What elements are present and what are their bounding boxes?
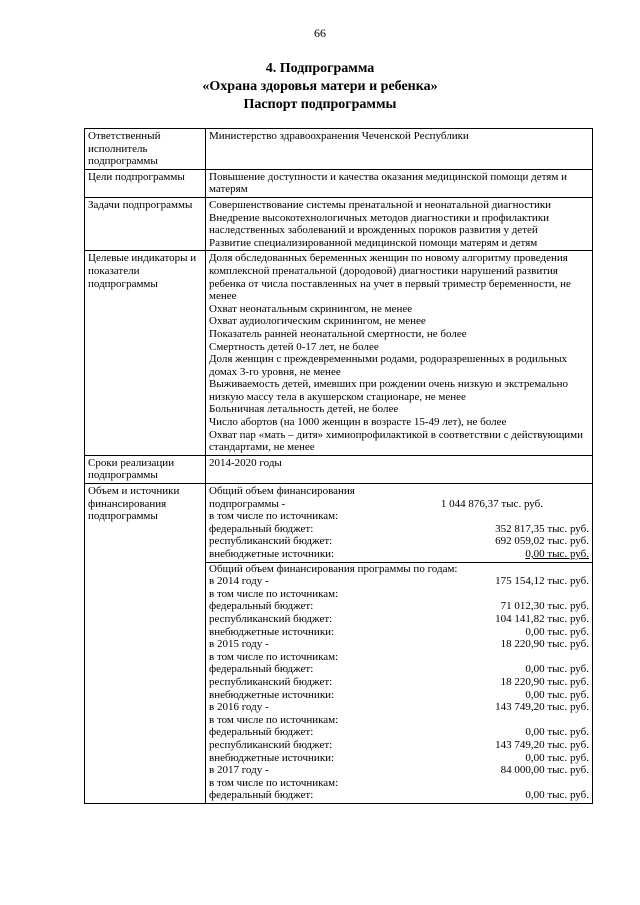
source-row: [209, 523, 589, 536]
year-value: 143 749,20 тыс. руб.: [495, 701, 589, 714]
source-row: [209, 600, 589, 613]
row-indicators: [85, 251, 593, 456]
list-item: Охват неонатальным скринингом, не менее: [209, 302, 413, 315]
source-value: 0,00 тыс. руб.: [525, 688, 589, 701]
source-row: [209, 663, 589, 676]
row-value: Министерство здравоохранения Чеченской Республики: [206, 129, 593, 170]
row-tasks: [85, 197, 593, 250]
row-value: [206, 251, 593, 456]
source-label: республиканский бюджет:: [209, 738, 333, 751]
source-value: 0,00 тыс. руб.: [525, 789, 589, 802]
list-item: Смертность детей 0-17 лет, не более: [209, 340, 379, 353]
source-value: 104 141,82 тыс. руб.: [495, 612, 589, 625]
year-value: 175 154,12 тыс. руб.: [495, 575, 589, 588]
source-row: [209, 676, 589, 689]
source-row: [209, 535, 589, 548]
row-value: [206, 197, 593, 250]
source-row: [209, 689, 589, 702]
year-value: 18 220,90 тыс. руб.: [500, 638, 589, 651]
source-label: внебюджетные источники:: [209, 625, 335, 638]
year-row: [209, 701, 589, 714]
row-timing: [85, 455, 593, 483]
list-item: Показатель ранней неонатальной смертности, не более: [209, 327, 467, 340]
financing-total-value: 1 044 876,37 тыс. руб.: [440, 497, 543, 510]
row-label: Цели подпрограммы: [85, 169, 206, 197]
title-line-1: 4. Подпрограмма: [265, 61, 375, 76]
source-label: федеральный бюджет:: [209, 726, 314, 739]
source-value: 0,00 тыс. руб.: [525, 751, 589, 764]
source-row: [209, 789, 589, 802]
list-item: Охват пар «мать – дитя» химиопрофилактикой в соответствии с действующими стандартами, не менее: [209, 428, 584, 454]
list-item: Совершенствование системы пренатальной и неонатальной диагностики: [209, 198, 552, 211]
row-label: Объем и источники финансирования подпрограммы: [85, 484, 206, 804]
by-source-label: в том числе по источникам:: [209, 713, 339, 726]
by-source-label: в том числе по источникам:: [209, 510, 339, 523]
list-item: Выживаемость детей, имевших при рождении очень низкую и экстремально низкую массу тела в акушерском стационаре, не менее: [209, 378, 568, 403]
row-value: [206, 484, 593, 804]
source-label: республиканский бюджет:: [209, 535, 333, 548]
list-item: Охват аудиологическим скринингом, не менее: [209, 315, 426, 328]
page-title: [0, 60, 640, 114]
by-source-label: в том числе по источникам:: [209, 587, 339, 600]
source-label: республиканский бюджет:: [209, 612, 333, 625]
row-responsible: [85, 129, 593, 170]
source-value: 0,00 тыс. руб.: [525, 663, 589, 676]
row-goals: [85, 169, 593, 197]
source-label: республиканский бюджет:: [209, 675, 333, 688]
by-year-heading: Общий объем финансирования программы по годам:: [209, 562, 458, 575]
title-line-3: Паспорт подпрограммы: [243, 97, 397, 112]
year-label: в 2014 году -: [209, 575, 269, 588]
list-item: Доля обследованных беременных женщин по новому алгоритму проведения комплексной пренатальной (дородовой) диагностики нарушений развития ребенка от числа поставленных на учет в первый триместр беременности, не менее: [209, 252, 571, 303]
year-row: [209, 638, 589, 651]
source-row: [209, 739, 589, 752]
year-row: [209, 575, 589, 588]
source-label: федеральный бюджет:: [209, 663, 314, 676]
financing-total-label: подпрограммы -: [209, 497, 286, 510]
row-label: Задачи подпрограммы: [85, 197, 206, 250]
page-number: 66: [314, 26, 326, 40]
list-item: Больничная летальность детей, не более: [209, 403, 399, 416]
source-value: 0,00 тыс. руб.: [525, 548, 589, 560]
source-label: федеральный бюджет:: [209, 789, 314, 802]
source-value: 143 749,20 тыс. руб.: [495, 738, 589, 751]
year-label: в 2015 году -: [209, 638, 269, 651]
passport-table: [84, 128, 593, 804]
row-label: Целевые индикаторы и показатели подпрограммы: [85, 251, 206, 456]
row-label: Ответственный исполнитель подпрограммы: [85, 129, 206, 170]
source-value: 0,00 тыс. руб.: [525, 625, 589, 638]
source-label: федеральный бюджет:: [209, 600, 314, 613]
list-item: Доля женщин с преждевременными родами, родоразрешенных в родильных домах 3-го уровня, не менее: [209, 353, 568, 378]
year-row: [209, 764, 589, 777]
row-label: Сроки реализации подпрограммы: [85, 455, 206, 483]
by-source-label: в том числе по источникам:: [209, 650, 339, 663]
year-label: в 2016 году -: [209, 701, 269, 714]
source-value: 692 059,02 тыс. руб.: [495, 535, 589, 548]
financing-by-year-block: [206, 563, 592, 803]
row-value: Повышение доступности и качества оказания медицинской помощи детям и матерям: [206, 169, 593, 197]
year-value: 84 000,00 тыс. руб.: [500, 764, 589, 777]
source-label: внебюджетные источники:: [209, 548, 335, 560]
row-value: 2014-2020 годы: [206, 455, 593, 483]
source-row: [209, 752, 589, 765]
source-row: [209, 726, 589, 739]
year-label: в 2017 году -: [209, 764, 269, 777]
source-value: 0,00 тыс. руб.: [525, 726, 589, 739]
source-row: [209, 548, 589, 561]
by-source-label: в том числе по источникам:: [209, 776, 339, 789]
source-value: 352 817,35 тыс. руб.: [495, 522, 589, 535]
source-label: внебюджетные источники:: [209, 688, 335, 701]
financing-total-row: [209, 498, 589, 511]
source-label: внебюджетные источники:: [209, 751, 335, 764]
list-item: Внедрение высокотехнологичных методов диагностики и профилактики наследственных заболеваний и врожденных пороков развития у детей: [209, 211, 550, 237]
row-financing: [85, 484, 593, 804]
source-label: федеральный бюджет:: [209, 522, 314, 535]
source-value: 18 220,90 тыс. руб.: [500, 675, 589, 688]
financing-total-block: [206, 485, 592, 563]
source-row: [209, 626, 589, 639]
title-line-2: «Охрана здоровья матери и ребенка»: [202, 79, 438, 94]
financing-total-heading: Общий объем финансирования: [209, 485, 355, 498]
source-value: 71 012,30 тыс. руб.: [500, 600, 589, 613]
list-item: Число абортов (на 1000 женщин в возрасте 15-49 лет), не более: [209, 416, 507, 429]
list-item: Развитие специализированной медицинской помощи матерям и детям: [209, 236, 538, 249]
source-row: [209, 613, 589, 626]
